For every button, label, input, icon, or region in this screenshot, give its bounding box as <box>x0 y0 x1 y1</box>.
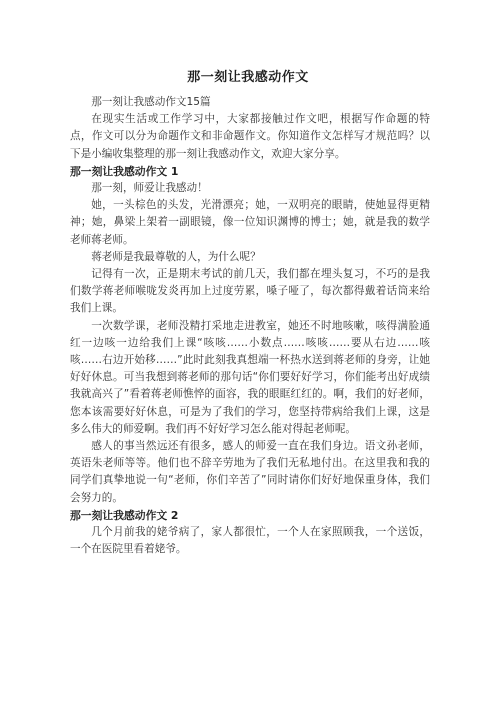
document-body <box>70 94 430 558</box>
intro-paragraph: 在现实生活或工作学习中，大家都接触过作文吧，根据写作命题的特点，作文可以分为命题作文和非命题作文。你知道作文怎样写才规范吗？以下是小编收集整理的那一刻让我感动作文，欢迎大家分享。 <box>70 113 430 160</box>
essay-1-paragraph-3: 蒋老师是我最尊敬的人，为什么呢？ <box>91 250 261 263</box>
essay-2-heading: 那一刻让我感动作文 2 <box>70 508 179 522</box>
essay-1-paragraph-6: 感人的事当然远还有很多，感人的师爱一直在我们身边。语文孙老师，英语朱老师等等。他们也不辞辛劳地为了我们无私地付出。在这里我和我的同学们真挚地说一句“老师，你们辛苦了”同时请你们好好地保重身体，我们会努力的。 <box>70 440 430 504</box>
document-title: 那一刻让我感动作文 <box>187 70 309 85</box>
essay-1-paragraph-1: 那一刻，师爱让我感动！ <box>91 182 208 195</box>
essay-1-paragraph-4: 记得有一次，正是期末考试的前几天，我们都在埋头复习，不巧的是我们数学蒋老师喉咙发炎再加上过度劳累，嗓子哑了，每次都得戴着话筒来给我们上课。 <box>70 268 430 315</box>
essay-1-paragraph-5: 一次数学课，老师没精打采地走进教室，她还不时地咳嗽，咳得满脸通红一边咳一边给我们上课“咳咳……小数点……咳咳……要从右边……咳咳……右边开始移……”此时此刻我真想端一杯热水送到蒋老师的身旁，让她好好休息。可当我想到蒋老师的那句话“你们要好好学习，你们能考出好成绩我就高兴了”看着蒋老师憔悴的面容，我的眼眶红红的。啊，我们的好老师，您本该需要好好休息，可是为了我们的学习，您坚持带病给我们上课，这是多么伟大的师爱啊。我们再不好好学习怎么能对得起老师呢。 <box>70 319 430 435</box>
essay-1-heading: 那一刻让我感动作文 1 <box>70 164 179 178</box>
essay-1-paragraph-2: 她，一头棕色的头发，光滑漂亮；她，一双明亮的眼睛，使她显得更精神；她，鼻梁上架着一副眼镜，像一位知识渊博的博士；她，就是我的数学老师蒋老师。 <box>70 199 430 246</box>
essay-2-paragraph-1: 几个月前我的姥爷病了，家人都很忙，一个人在家照顾我，一个送饭，一个在医院里看着姥爷。 <box>70 526 430 556</box>
document-subtitle: 那一刻让我感动作文15篇 <box>91 96 211 108</box>
